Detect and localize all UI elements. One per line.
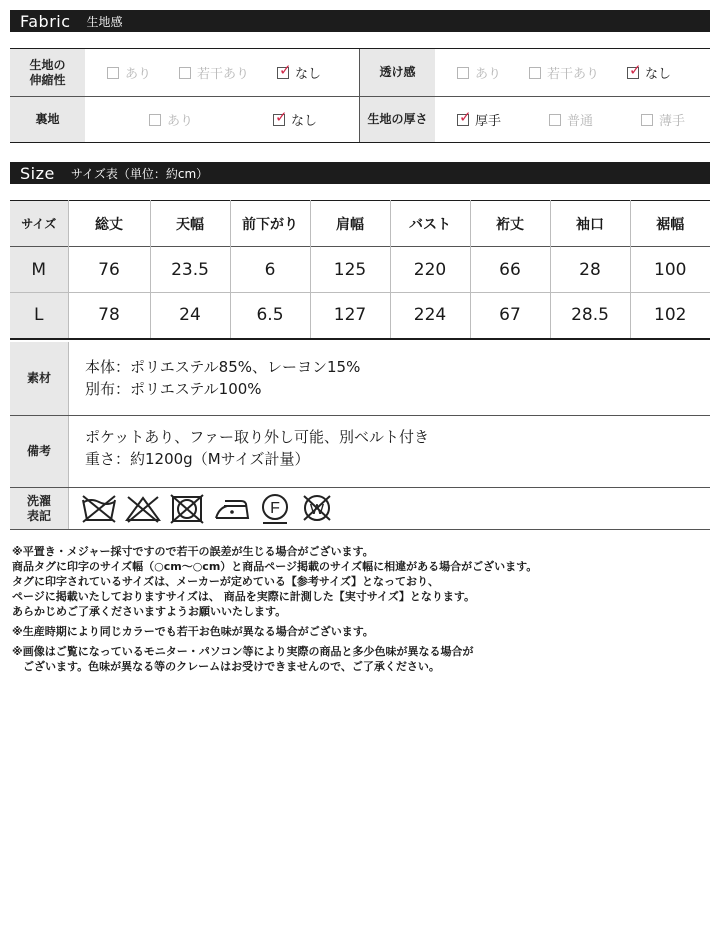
checkbox-icon xyxy=(457,67,469,79)
note-line: ※平置き・メジャー採寸ですので若干の誤差が生じる場合がございます。 xyxy=(12,545,374,558)
note-line: 商品タグに印字のサイズ幅（○cm〜○cm）と商品ページ掲載のサイズ幅に相違がある場合がございます。 xyxy=(12,560,538,573)
size-subtitle: サイズ表（単位：約cm） xyxy=(70,166,209,181)
thickness-cell xyxy=(360,97,710,142)
stretch-option-no: ✓ なし xyxy=(279,60,322,82)
size-cell: 76 xyxy=(68,247,150,293)
size-cell: 100 xyxy=(630,247,710,293)
checkbox-icon xyxy=(107,67,119,79)
lining-option-yes: あり xyxy=(149,110,193,129)
material-content xyxy=(68,342,710,415)
material-row xyxy=(10,342,710,416)
fabric-row-1 xyxy=(10,49,710,97)
size-cell: 78 xyxy=(68,293,150,339)
fabric-row-2 xyxy=(10,97,710,143)
checkbox-icon xyxy=(641,114,653,126)
note-line: ※画像はご覧になっているモニター・パソコン等により実際の商品と多少色味が異なる場合が xyxy=(12,645,474,658)
size-cell: 67 xyxy=(470,293,550,339)
svg-text:W: W xyxy=(309,500,325,518)
iron-low-icon xyxy=(213,494,251,524)
size-cell: 220 xyxy=(390,247,470,293)
sheer-label: 透け感 xyxy=(360,49,435,96)
size-col-header: 裾幅 xyxy=(630,201,710,247)
info-table xyxy=(10,342,710,530)
size-col-header: 袖口 xyxy=(550,201,630,247)
fabric-subtitle: 生地感 xyxy=(86,14,123,29)
checked-checkbox-icon: ✓ xyxy=(279,60,292,79)
svg-text:F: F xyxy=(270,499,280,517)
size-col-header: 天幅 xyxy=(150,201,230,247)
size-cell: 102 xyxy=(630,293,710,339)
disclaimer-notes xyxy=(12,544,712,674)
checkbox-icon xyxy=(149,114,161,126)
checked-checkbox-icon: ✓ xyxy=(275,107,288,126)
size-cell: 125 xyxy=(310,247,390,293)
thickness-option-thick: ✓ 厚手 xyxy=(459,107,502,129)
size-cell: M xyxy=(10,247,68,293)
material-label: 素材 xyxy=(10,342,68,415)
notes-line: 重さ：約1200g（Mサイズ計量） xyxy=(85,450,310,468)
sheer-option-no: ✓ なし xyxy=(629,60,672,82)
notes-content xyxy=(68,416,710,487)
checked-checkbox-icon: ✓ xyxy=(459,107,472,126)
no-wet-clean-icon xyxy=(299,493,335,525)
note-line: ページに掲載いたしておりますサイズは、 商品を実際に計測した【実寸サイズ】となります。 xyxy=(12,590,475,603)
size-cell: 23.5 xyxy=(150,247,230,293)
size-row-m xyxy=(10,247,710,293)
size-col-header: 肩幅 xyxy=(310,201,390,247)
stretch-label: 生地の 伸縮性 xyxy=(10,49,85,96)
size-cell: 28.5 xyxy=(550,293,630,339)
size-cell: 6.5 xyxy=(230,293,310,339)
notes-row xyxy=(10,416,710,488)
dry-clean-f-icon xyxy=(259,493,291,525)
size-table xyxy=(10,200,710,340)
size-header xyxy=(10,162,710,184)
size-header-row xyxy=(10,201,710,247)
care-icons xyxy=(68,488,710,529)
size-cell: 28 xyxy=(550,247,630,293)
size-cell: 24 xyxy=(150,293,230,339)
no-tumble-dry-icon xyxy=(169,494,205,524)
stretch-cell xyxy=(10,49,360,96)
note-line: ございます。色味が異なる等のクレームはお受けできませんので、ご了承ください。 xyxy=(12,660,440,673)
checkbox-icon xyxy=(529,67,541,79)
notes-label: 備考 xyxy=(10,416,68,487)
checked-checkbox-icon: ✓ xyxy=(629,60,642,79)
lining-label: 裏地 xyxy=(10,97,85,142)
size-col-header: バスト xyxy=(390,201,470,247)
notes-line: ポケットあり、ファー取り外し可能、別ベルト付き xyxy=(85,428,429,446)
size-cell: 6 xyxy=(230,247,310,293)
fabric-table xyxy=(10,48,710,143)
size-col-header: 前下がり xyxy=(230,201,310,247)
checkbox-icon xyxy=(179,67,191,79)
size-col-header: サイズ xyxy=(10,201,68,247)
size-col-header: 総丈 xyxy=(68,201,150,247)
lining-cell xyxy=(10,97,360,142)
sheer-cell xyxy=(360,49,710,96)
sheer-option-slight: 若干あり xyxy=(529,63,599,82)
material-line: 本体：ポリエステル85%、レーヨン15% xyxy=(85,358,361,376)
size-title: Size xyxy=(20,163,55,183)
no-bleach-icon xyxy=(125,494,161,524)
size-cell: 224 xyxy=(390,293,470,339)
care-label: 洗濯 表記 xyxy=(10,488,68,529)
fabric-title: Fabric xyxy=(20,11,71,31)
stretch-option-yes: あり xyxy=(107,63,151,82)
stretch-option-slight: 若干あり xyxy=(179,63,249,82)
care-row xyxy=(10,488,710,530)
note-line: あらかじめご了承くださいますようお願いいたします。 xyxy=(12,605,287,618)
thickness-label: 生地の厚さ xyxy=(360,97,435,142)
thickness-option-normal: 普通 xyxy=(549,110,593,129)
size-col-header: 裄丈 xyxy=(470,201,550,247)
thickness-option-thin: 薄手 xyxy=(641,110,685,129)
lining-option-no: ✓ なし xyxy=(275,107,318,129)
size-cell: 66 xyxy=(470,247,550,293)
note-line: ※生産時期により同じカラーでも若干お色味が異なる場合がございます。 xyxy=(12,625,374,638)
size-cell: L xyxy=(10,293,68,339)
size-cell: 127 xyxy=(310,293,390,339)
checkbox-icon xyxy=(549,114,561,126)
material-line: 別布：ポリエステル100% xyxy=(85,380,262,398)
no-wash-icon xyxy=(81,494,117,524)
note-line: タグに印字されているサイズは、メーカーが定めている【参考サイズ】となっており、 xyxy=(12,575,440,588)
sheer-option-yes: あり xyxy=(457,63,501,82)
fabric-header xyxy=(10,10,710,32)
size-row-l xyxy=(10,293,710,339)
